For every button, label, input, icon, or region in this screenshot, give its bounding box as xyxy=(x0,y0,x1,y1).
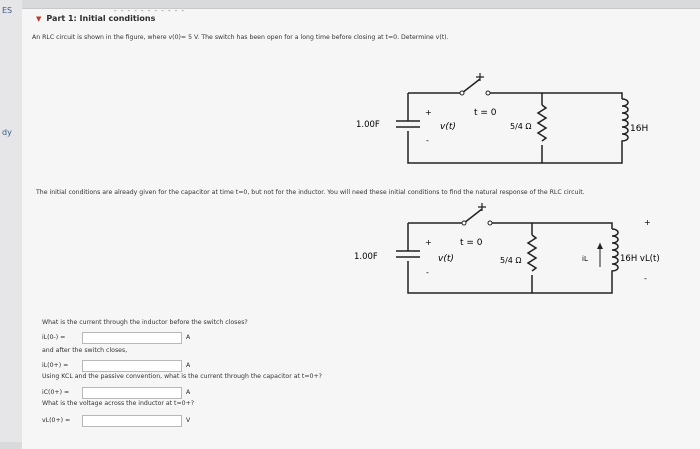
circuit-diagram-1 xyxy=(352,69,652,174)
unit-amps-3: A xyxy=(186,389,191,396)
circuit1-minus: - xyxy=(426,136,429,145)
il-0plus-input[interactable] xyxy=(82,360,182,372)
question-1: What is the current through the inductor before the switch closes? xyxy=(42,319,248,326)
circuit2-minus-l: - xyxy=(644,274,647,283)
part-title: Part 1: Initial conditions xyxy=(46,14,156,23)
answer-row-il-0plus xyxy=(42,359,190,372)
circuit2-switch-label: t = 0 xyxy=(460,238,483,248)
circuit2-resistor-label: 5/4 Ω xyxy=(500,256,522,265)
part-header[interactable] xyxy=(36,14,155,23)
circuit1-voltage-label: v(t) xyxy=(440,122,456,132)
answer-label-il-0minus: iL(0-) = xyxy=(42,334,66,341)
unit-volts: V xyxy=(186,417,191,424)
circuit2-minus: - xyxy=(426,268,429,277)
left-sidebar xyxy=(0,0,22,442)
circuit1-capacitor-label: 1.00F xyxy=(356,120,380,130)
circuit1-inductor-label: 16H xyxy=(630,124,649,134)
circuit2-capacitor-label: 1.00F xyxy=(354,252,378,262)
question-1b: and after the switch closes, xyxy=(42,347,128,354)
breadcrumb: - - - - - - - - - - - xyxy=(114,7,186,15)
ic-0plus-input[interactable] xyxy=(82,387,182,399)
circuit1-resistor-label: 5/4 Ω xyxy=(510,122,532,131)
circuit2-inductor-label: 16H vL(t) xyxy=(620,254,660,264)
problem-statement: An RLC circuit is shown in the figure, where v(0)= 5 V. The switch has been open for a long time before closing at t=0. Determine v(t). xyxy=(32,34,449,41)
question-3: What is the voltage across the inductor at t=0+? xyxy=(42,400,195,407)
question-panel xyxy=(22,8,700,449)
initial-conditions-note: The initial conditions are already given for the capacitor at time t=0, but not for the inductor. You will need these initial conditions to find the natural response of the RLC circuit. xyxy=(36,189,585,196)
circuit2-plus-l: + xyxy=(644,218,651,227)
circuit-diagram-2 xyxy=(342,199,662,304)
answer-label-il-0plus: iL(0+) = xyxy=(42,362,69,369)
circuit2-plus: + xyxy=(425,238,432,247)
answer-label-vl-0plus: vL(0+) = xyxy=(42,417,71,424)
circuit2-current-label: iL xyxy=(582,255,588,263)
circuit1-plus: + xyxy=(425,108,432,117)
unit-amps-2: A xyxy=(186,362,191,369)
collapse-triangle-icon[interactable]: ▼ xyxy=(36,15,42,23)
sidebar-tag-mid[interactable]: dy xyxy=(2,128,12,137)
il-0minus-input[interactable] xyxy=(82,332,182,344)
question-2: Using KCL and the passive convention, what is the current through the capacitor at t=0+? xyxy=(42,373,322,380)
circuit1-switch-label: t = 0 xyxy=(474,108,497,118)
answer-row-ic-0plus xyxy=(42,386,190,399)
answer-label-ic-0plus: iC(0+) = xyxy=(42,389,70,396)
vl-0plus-input[interactable] xyxy=(82,415,182,427)
unit-amps-1: A xyxy=(186,334,191,341)
sidebar-tag-top: ES xyxy=(2,6,13,15)
answer-row-vl-0plus xyxy=(42,414,190,427)
answer-row-il-0minus xyxy=(42,331,190,344)
circuit2-voltage-label: v(t) xyxy=(438,254,454,264)
